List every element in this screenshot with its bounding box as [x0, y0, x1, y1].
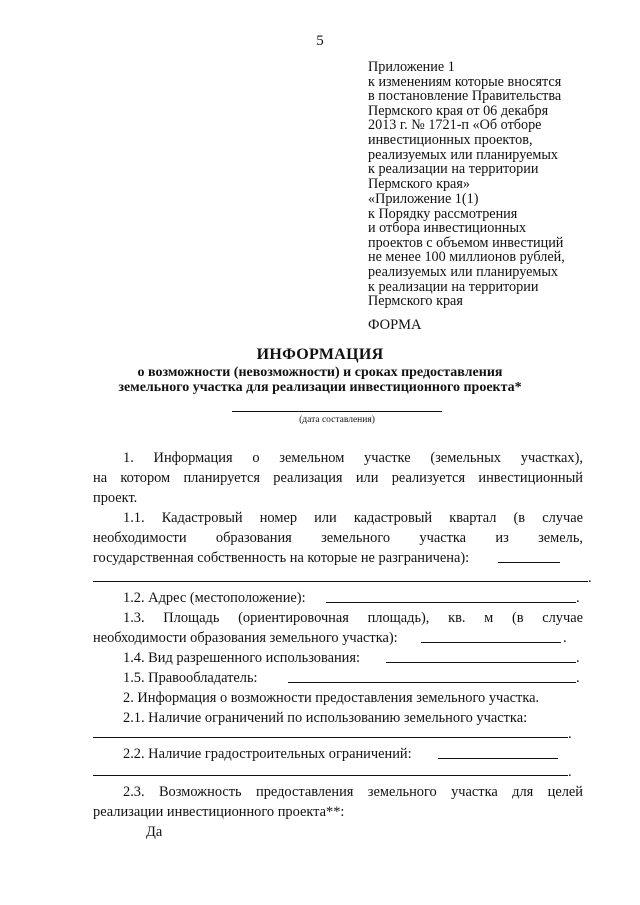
appendix-2-line: и отбора инвестиционных: [368, 220, 527, 237]
cadastral-number-field-cont[interactable]: [93, 581, 588, 582]
urban-restrictions-field-cont[interactable]: [93, 775, 568, 776]
appendix-1-line: 2013 г. № 1721-п «Об отборе: [368, 117, 542, 134]
appendix-1-header: [368, 60, 618, 191]
subtitle-line-1: о возможности (невозможности) и сроках предоставления: [137, 365, 503, 380]
item-1-line-1: 1. Информация о земельном участке (земельных участках),: [123, 450, 583, 466]
item-1-5-label: 1.5. Правообладатель:: [123, 670, 258, 686]
restrictions-field[interactable]: [93, 737, 568, 738]
item-2-3-line-1: 2.3. Возможность предоставления земельного участка для целей: [123, 784, 583, 800]
subtitle-line-2: земельного участка для реализации инвестиционного проекта*: [118, 380, 522, 395]
document-subtitle: [0, 365, 640, 395]
permitted-use-dot: .: [576, 650, 580, 666]
restrictions-dot: .: [568, 726, 572, 742]
item-1-1-label: государственная собственность на которые не разграничена):: [93, 550, 470, 566]
date-field-line[interactable]: [232, 411, 442, 412]
appendix-1-line: реализуемых или планируемых: [368, 146, 558, 163]
appendix-2-line: проектов с объемом инвестиций: [368, 234, 564, 251]
owner-dot: .: [576, 670, 580, 686]
document-title: ИНФОРМАЦИЯ: [256, 346, 384, 363]
appendix-1-line: к реализации на территории: [368, 161, 539, 178]
item-1-2-label: 1.2. Адрес (местоположение):: [123, 590, 306, 606]
address-dot: .: [576, 590, 580, 606]
page-number: 5: [316, 33, 324, 49]
appendix-2-line: к Порядку рассмотрения: [368, 205, 518, 222]
owner-field[interactable]: [288, 682, 576, 683]
item-1-1-line-2: необходимости образования земельного участка из земель,: [93, 530, 583, 546]
appendix-1-line: в постановление Правительства: [368, 88, 562, 105]
appendix-2-line: не менее 100 миллионов рублей,: [368, 249, 565, 266]
item-1-1-line-3: [93, 548, 583, 568]
appendix-2-line: реализуемых или планируемых: [368, 263, 558, 280]
item-2-label: 2. Информация о возможности предоставления земельного участка.: [123, 690, 540, 706]
appendix-1-line: Пермского края от 06 декабря: [368, 102, 549, 119]
item-1-line-3: проект.: [93, 490, 138, 506]
appendix-2-line: к реализации на территории: [368, 278, 539, 295]
item-1-4-label: 1.4. Вид разрешенного использования:: [123, 650, 361, 666]
area-dot: .: [563, 630, 567, 646]
cadastral-dot: .: [588, 570, 592, 586]
form-label: ФОРМА: [368, 317, 422, 333]
area-field[interactable]: [421, 642, 561, 643]
cadastral-number-field[interactable]: [498, 562, 560, 563]
appendix-1-line: Приложение 1: [368, 59, 455, 75]
urban-restrictions-field[interactable]: [438, 758, 558, 759]
item-2-3-line-2: реализации инвестиционного проекта**:: [93, 804, 345, 820]
address-field[interactable]: [326, 602, 576, 603]
appendix-1-line: Пермского края»: [368, 175, 470, 192]
appendix-2-line: Пермского края: [368, 293, 463, 310]
item-2-2-label: 2.2. Наличие градостроительных ограничений:: [123, 746, 412, 762]
item-2-1-label: 2.1. Наличие ограничений по использованию земельного участка:: [123, 710, 528, 726]
item-1-1-line-1: 1.1. Кадастровый номер или кадастровый квартал (в случае: [123, 510, 583, 526]
item-1-line-2: на котором планируется реализация или реализуется инвестиционный: [93, 470, 583, 486]
appendix-2-line: «Приложение 1(1): [368, 191, 479, 207]
answer-yes: Да: [146, 824, 163, 840]
date-caption: (дата составления): [299, 415, 375, 425]
appendix-1-line: к изменениям которые вносятся: [368, 73, 562, 90]
item-1-3-line-2: необходимости образования земельного участка):: [93, 630, 398, 646]
urban-restrictions-dot: .: [568, 764, 572, 780]
item-1-3-line-1: 1.3. Площадь (ориентировочная площадь), кв. м (в случае: [123, 610, 583, 626]
permitted-use-field[interactable]: [386, 662, 576, 663]
appendix-1-line: инвестиционных проектов,: [368, 131, 533, 148]
appendix-1-1-header: [368, 192, 618, 309]
